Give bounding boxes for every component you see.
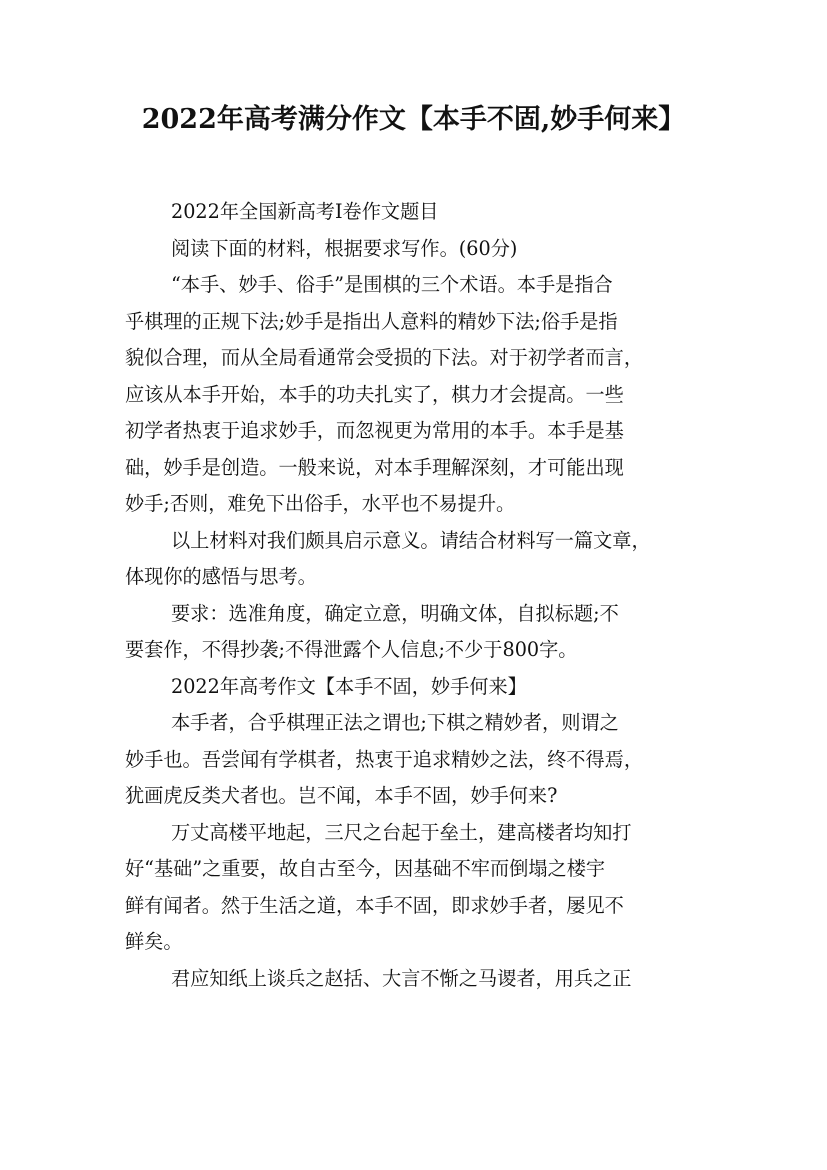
text-line: 妙手;否则，难免下出俗手，水平也不易提升。 bbox=[125, 492, 516, 515]
text-line: 妙手也。吾尝闻有学棋者，热衷于追求精妙之法，终不得焉， bbox=[125, 747, 644, 771]
text-line: 乎棋理的正规下法;妙手是指出人意料的精妙下法;俗手是指 bbox=[125, 309, 618, 333]
text-line: 应该从本手开始，本手的功夫扎实了，棋力才会提高。一些 bbox=[125, 382, 624, 406]
text-line: 好“基础”之重要，故自古至今，因基础不牢而倒塌之楼宇 bbox=[125, 857, 606, 880]
text-line: 万丈高楼平地起，三尺之台起于垒土，建高楼者均知打 bbox=[171, 820, 632, 844]
text-line: 体现你的感悟与思考。 bbox=[125, 565, 317, 588]
text-line: “本手、妙手、俗手”是围棋的三个术语。本手是指合 bbox=[171, 273, 613, 296]
text-line: 2022年全国新高考Ⅰ卷作文题目 bbox=[171, 200, 439, 223]
text-line: 鲜有闻者。然于生活之道，本手不固，即求妙手者，屡见不 bbox=[125, 893, 624, 917]
document-title: 2022年高考满分作文【本手不固,妙手何来】 bbox=[141, 104, 686, 135]
text-line: 2022年高考作文【本手不固，妙手何来】 bbox=[171, 674, 527, 698]
text-line: 貌似合理，而从全局看通常会受损的下法。对于初学者而言， bbox=[125, 346, 644, 369]
text-line: 初学者热衷于追求妙手，而忽视更为常用的本手。本手是基 bbox=[125, 419, 624, 442]
text-line: 本手者，合乎棋理正法之谓也;下棋之精妙者，则谓之 bbox=[171, 711, 619, 734]
document-body bbox=[125, 194, 705, 997]
text-line: 犹画虎反类犬者也。岂不闻，本手不固，妙手何来? bbox=[125, 784, 558, 807]
text-line: 要套作，不得抄袭;不得泄露个人信息;不少于800字。 bbox=[125, 638, 578, 661]
text-line: 君应知纸上谈兵之赵括、大言不惭之马谡者，用兵之正 bbox=[171, 966, 632, 990]
text-line: 阅读下面的材料，根据要求写作。(60分) bbox=[171, 236, 518, 260]
text-line: 要求：选准角度，确定立意，明确文体，自拟标题;不 bbox=[171, 601, 619, 625]
text-line: 以上材料对我们颇具启示意义。请结合材料写一篇文章， bbox=[171, 528, 651, 552]
text-line: 鲜矣。 bbox=[125, 930, 183, 953]
text-line: 础，妙手是创造。一般来说，对本手理解深刻，才可能出现 bbox=[125, 455, 624, 479]
